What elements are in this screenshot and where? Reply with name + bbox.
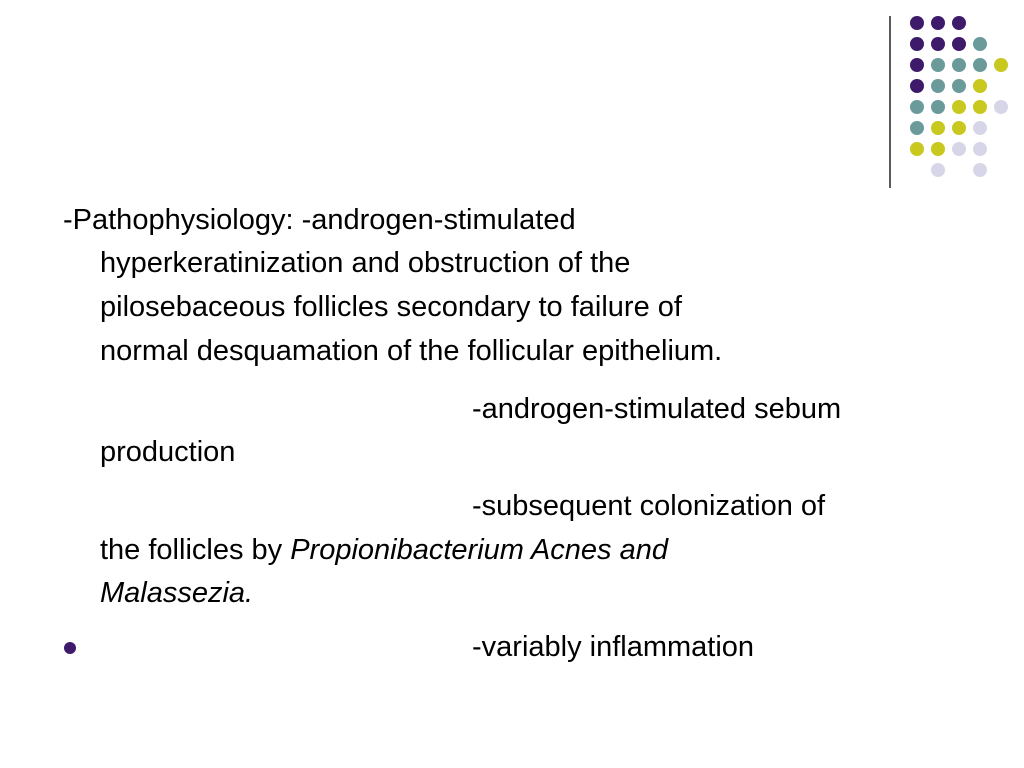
decorative-vertical-line [889,16,891,188]
decorative-dot [931,121,945,135]
decorative-dot-grid [0,0,1024,200]
decorative-dot [910,121,924,135]
decorative-dot [931,58,945,72]
paragraph-line: normal desquamation of the follicular epithelium. [100,335,723,367]
paragraph-line: -Pathophysiology: -androgen-stimulated [63,204,576,236]
decorative-dot [952,121,966,135]
decorative-dot [973,142,987,156]
decorative-dot [973,100,987,114]
paragraph-line: production [100,436,236,468]
species-name-italic: Malassezia. [100,577,254,609]
decorative-dot [931,16,945,30]
paragraph-line: -subsequent colonization of [472,490,826,522]
decorative-dot [931,142,945,156]
decorative-dot [973,79,987,93]
decorative-dot [973,121,987,135]
decorative-dot [910,100,924,114]
decorative-dot [973,58,987,72]
paragraph-line [100,529,1000,572]
plain-text: the follicles by [100,534,291,566]
decorative-dot [973,37,987,51]
bullet-marker-icon [64,642,76,654]
paragraph-line: -androgen-stimulated sebum [472,393,842,425]
decorative-dot [952,79,966,93]
paragraph-line: pilosebaceous follicles secondary to failure of [100,291,682,323]
decorative-dot [994,100,1008,114]
decorative-dot [910,142,924,156]
decorative-dot [931,37,945,51]
decorative-dot [910,58,924,72]
paragraph-line: hyperkeratinization and obstruction of the [100,247,631,279]
decorative-dot [931,100,945,114]
decorative-dot [952,58,966,72]
decorative-dot [931,79,945,93]
decorative-dot [910,79,924,93]
decorative-dot [931,163,945,177]
decorative-dot [952,16,966,30]
decorative-dot [973,163,987,177]
decorative-dot [952,37,966,51]
decorative-dot [910,37,924,51]
bullet-text: -variably inflammation [472,631,755,663]
decorative-dot [994,58,1008,72]
decorative-dot [952,142,966,156]
species-name-italic: Propionibacterium Acnes and [290,534,668,566]
decorative-dot [952,100,966,114]
decorative-dot [910,16,924,30]
